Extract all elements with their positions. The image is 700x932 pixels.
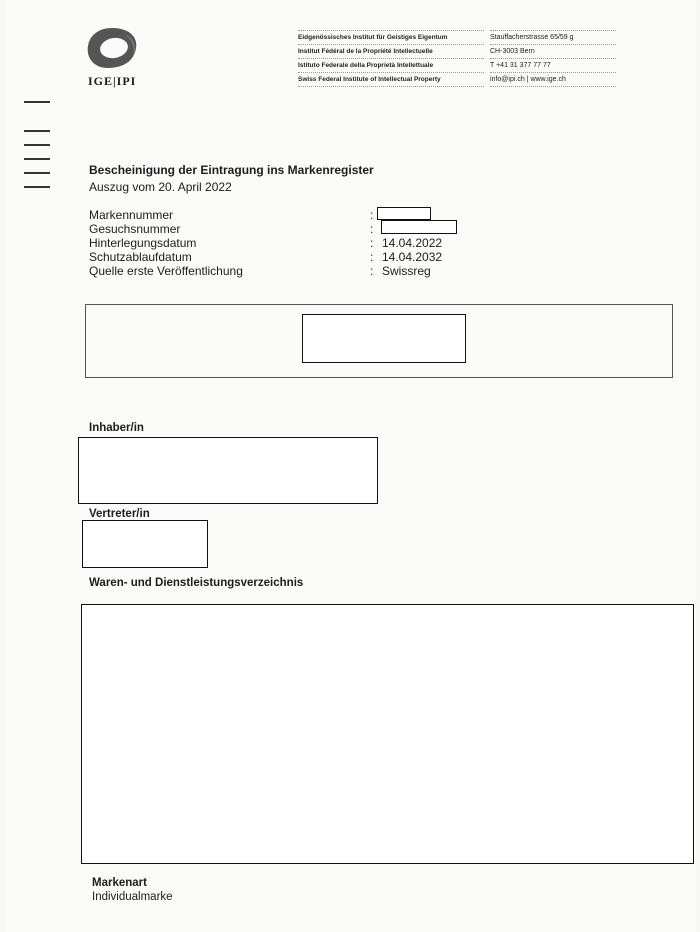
redaction-representative bbox=[82, 520, 208, 568]
redaction-goods-services bbox=[81, 604, 694, 864]
field-value: Swissreg bbox=[382, 264, 431, 278]
separator: : bbox=[370, 236, 374, 250]
institution-name-fr: Institut Fédéral de la Propriété Intellectuelle bbox=[298, 45, 484, 59]
margin-mark bbox=[24, 158, 50, 160]
institution-address bbox=[490, 30, 616, 87]
field-label: Gesuchsnummer bbox=[89, 222, 181, 236]
redaction-gesuchsnummer bbox=[381, 220, 457, 234]
margin-mark bbox=[24, 172, 50, 174]
owner-heading: Inhaber/in bbox=[89, 422, 144, 434]
field-label: Markennummer bbox=[89, 208, 174, 222]
mark-type-heading: Markenart bbox=[92, 877, 147, 889]
separator: : bbox=[370, 250, 374, 264]
address-web: info@ipi.ch | www.ige.ch bbox=[490, 73, 616, 87]
institution-name-de: Eidgenössisches Institut für Geistiges Eigentum bbox=[298, 30, 484, 45]
representative-heading: Vertreter/in bbox=[89, 508, 150, 520]
institution-names bbox=[298, 30, 484, 87]
field-value: 14.04.2032 bbox=[382, 250, 443, 264]
margin-mark bbox=[24, 130, 50, 132]
institution-name-en: Swiss Federal Institute of Intellectual Property bbox=[298, 73, 484, 87]
field-value: 14.04.2022 bbox=[382, 236, 443, 250]
margin-mark bbox=[24, 144, 50, 146]
separator: : bbox=[370, 222, 374, 236]
address-city: CH-3003 Bern bbox=[490, 45, 616, 59]
field-label: Quelle erste Veröffentlichung bbox=[89, 264, 243, 278]
redaction-mark-image bbox=[302, 314, 466, 363]
goods-heading: Waren- und Dienstleistungsverzeichnis bbox=[89, 577, 304, 589]
institution-name-it: Istituto Federale della Proprietà Intellettuale bbox=[298, 59, 484, 73]
redaction-owner bbox=[78, 437, 378, 504]
field-label: Hinterlegungsdatum bbox=[89, 236, 197, 250]
ige-ipi-logo-icon bbox=[84, 26, 140, 70]
address-phone: T +41 31 377 77 77 bbox=[490, 59, 616, 73]
redaction-markennummer bbox=[377, 207, 431, 220]
mark-type-value: Individualmarke bbox=[92, 891, 173, 903]
address-street: Stauffacherstrasse 65/59 g bbox=[490, 30, 616, 45]
field-labels bbox=[89, 208, 243, 278]
document-subtitle: Auszug vom 20. April 2022 bbox=[89, 180, 232, 194]
field-label: Schutzablaufdatum bbox=[89, 250, 192, 264]
margin-mark bbox=[24, 186, 50, 188]
separator: : bbox=[370, 208, 374, 222]
logo-text: IGE|IPI bbox=[88, 74, 137, 88]
separator: : bbox=[370, 264, 374, 278]
document-title: Bescheinigung der Eintragung ins Markenregister bbox=[89, 163, 374, 177]
margin-mark bbox=[24, 101, 50, 103]
